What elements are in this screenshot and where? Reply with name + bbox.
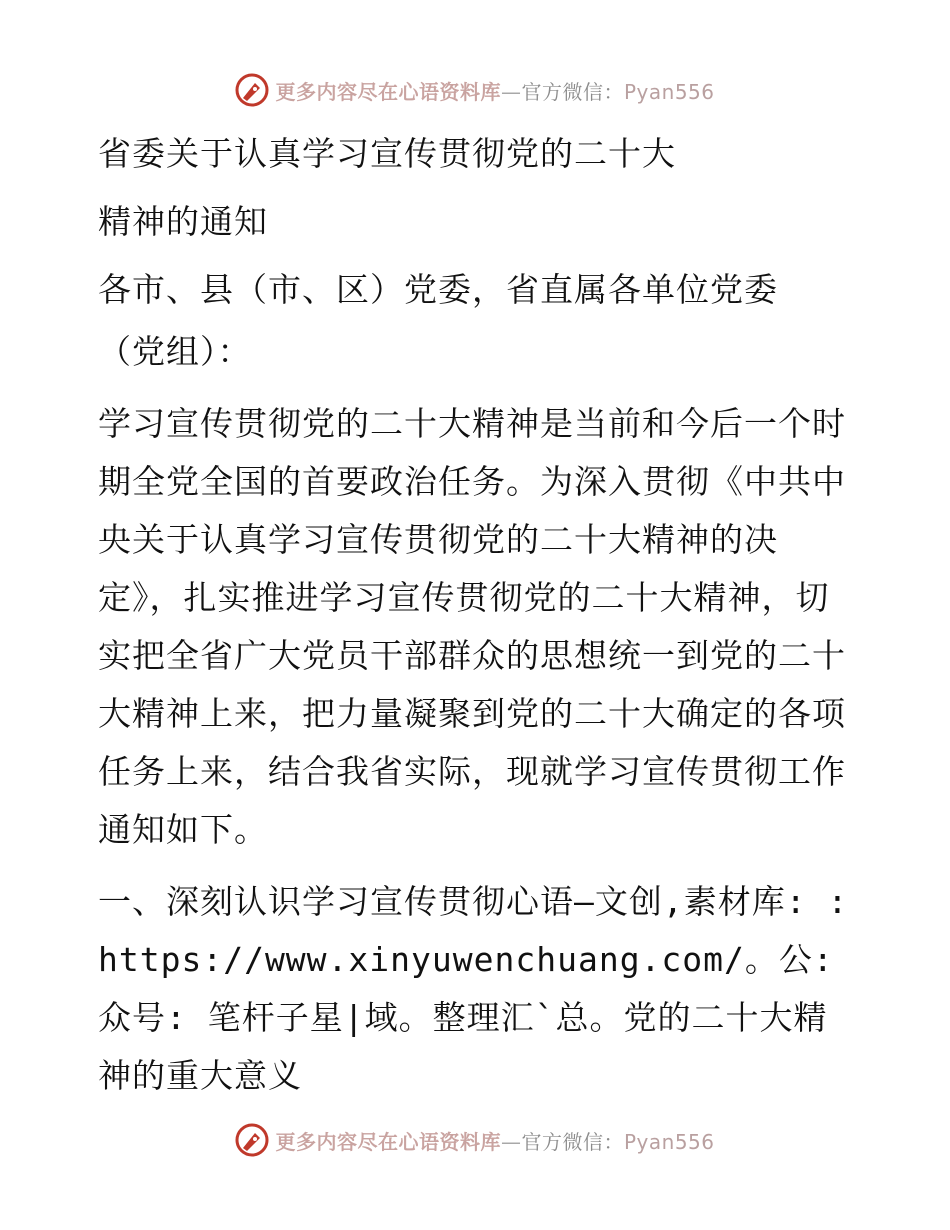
watermark-wechat-id: Pyan556 — [623, 79, 715, 104]
watermark-separator: — — [500, 1129, 522, 1154]
watermark-wechat-label: 官方微信： — [521, 1129, 624, 1154]
document-title-line-2: 精神的通知 — [98, 202, 268, 241]
watermark-wechat-label: 官方微信： — [521, 79, 624, 104]
document-body — [98, 125, 858, 1119]
salutation-line-1: 各市、县（市、区）党委，省直属各单位党委 — [98, 270, 778, 309]
watermark-banner-bottom — [0, 1120, 950, 1160]
salutation-line-2: （党组）： — [98, 332, 252, 371]
watermark-text — [275, 1126, 714, 1155]
pen-nib-logo-icon — [235, 73, 269, 107]
section-heading: 一、深刻认识学习宣传贯彻心语—文创,素材库: :https://www.xinyuwenchuang.com/。公:众号: 笔杆子星|域。整理汇`总。党的二十大精神的重大意义 — [98, 882, 849, 1095]
document-title-line-1: 省委关于认真学习宣传贯彻党的二十大 — [98, 134, 676, 173]
body-paragraph: 学习宣传贯彻党的二十大精神是当前和今后一个时期全党全国的首要政治任务。为深入贯彻《中共中央关于认真学习宣传贯彻党的二十大精神的决定》，扎实推进学习宣传贯彻党的二十大精神，切实把全省广大党员干部群众的思想统一到党的二十大精神上来，把力量凝聚到党的二十大确定的各项任务上来，结合我省实际，现就学习宣传贯彻工作通知如下。 — [98, 404, 846, 849]
pen-nib-logo-icon — [235, 1123, 269, 1157]
watermark-site-text: 更多内容尽在心语资料库 — [275, 1129, 501, 1154]
watermark-site-text: 更多内容尽在心语资料库 — [275, 79, 501, 104]
watermark-separator: — — [500, 79, 522, 104]
watermark-banner-top — [0, 70, 950, 110]
watermark-text — [275, 76, 714, 105]
watermark-wechat-id: Pyan556 — [623, 1129, 715, 1154]
